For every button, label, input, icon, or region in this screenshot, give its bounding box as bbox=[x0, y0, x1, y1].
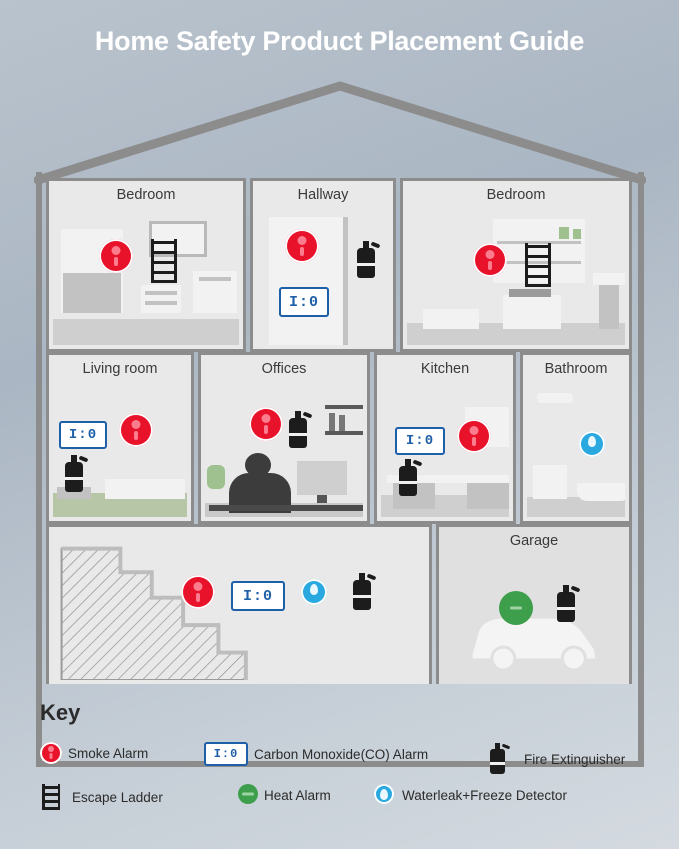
smoke-alarm-icon bbox=[473, 243, 507, 277]
carbon-monoxide-alarm-icon: I:0 bbox=[279, 287, 329, 317]
key-item-label: Heat Alarm bbox=[264, 787, 331, 803]
room-scene bbox=[257, 213, 389, 345]
fire-extinguisher-icon bbox=[287, 409, 313, 453]
room-bedroom-left bbox=[46, 178, 246, 352]
fire-extinguisher-icon bbox=[355, 239, 381, 281]
room-scene bbox=[53, 531, 425, 680]
room-label: Bedroom bbox=[116, 187, 176, 203]
car bbox=[443, 588, 625, 680]
room-bathroom bbox=[520, 352, 632, 524]
room-basement bbox=[46, 524, 432, 684]
house-diagram bbox=[34, 80, 646, 692]
room-label: Offices bbox=[261, 361, 307, 377]
carbon-monoxide-alarm-icon: I:0 bbox=[59, 421, 107, 449]
room-scene bbox=[381, 387, 509, 517]
escape-ladder-icon bbox=[525, 243, 551, 287]
key-item-heat-alarm bbox=[238, 784, 331, 806]
room-label: Bathroom bbox=[544, 361, 608, 377]
escape-ladder-icon bbox=[151, 239, 177, 283]
smoke-alarm-icon bbox=[119, 413, 153, 447]
escape-ladder-icon bbox=[42, 784, 60, 810]
fire-extinguisher-icon bbox=[488, 742, 512, 776]
fire-extinguisher-icon bbox=[63, 453, 89, 495]
key-item-carbon-monoxide-alarm bbox=[204, 742, 428, 766]
smoke-alarm-icon bbox=[285, 229, 319, 263]
roof bbox=[34, 80, 646, 185]
waterleak-freeze-detector-icon bbox=[301, 579, 327, 605]
room-living-room bbox=[46, 352, 194, 524]
page-title: Home Safety Product Placement Guide bbox=[94, 26, 585, 56]
key-item-label: Fire Extinguisher bbox=[524, 751, 626, 767]
key-legend bbox=[40, 700, 640, 805]
key-item-fire-extinguisher bbox=[488, 742, 625, 776]
room-scene bbox=[53, 387, 187, 517]
room-scene bbox=[443, 559, 625, 680]
smoke-alarm-icon bbox=[181, 575, 215, 609]
key-item-waterleak-freeze-detector bbox=[374, 784, 567, 806]
key-title: Key bbox=[40, 700, 81, 725]
room-label: Living room bbox=[82, 361, 158, 377]
fire-extinguisher-icon bbox=[555, 583, 583, 629]
carbon-monoxide-alarm-icon: I:0 bbox=[204, 742, 248, 766]
room-label: Hallway bbox=[297, 187, 349, 203]
room-kitchen bbox=[374, 352, 516, 524]
heat-alarm-icon bbox=[499, 591, 533, 625]
smoke-alarm-icon bbox=[40, 742, 62, 764]
room-scene bbox=[527, 387, 625, 517]
key-item-escape-ladder bbox=[40, 784, 163, 810]
key-item-label: Carbon Monoxide(CO) Alarm bbox=[254, 746, 429, 762]
room-bedroom-right bbox=[400, 178, 632, 352]
heat-alarm-icon bbox=[238, 784, 258, 804]
smoke-alarm-icon bbox=[457, 419, 491, 453]
key-item-label: Waterleak+Freeze Detector bbox=[402, 787, 567, 803]
room-scene bbox=[53, 213, 239, 345]
room-garage bbox=[436, 524, 632, 684]
room-label: Bedroom bbox=[486, 187, 546, 203]
room-offices bbox=[198, 352, 370, 524]
waterleak-freeze-detector-icon bbox=[374, 784, 394, 804]
room-hallway bbox=[250, 178, 396, 352]
fire-extinguisher-icon bbox=[397, 457, 423, 501]
key-item-label: Escape Ladder bbox=[72, 789, 163, 805]
carbon-monoxide-alarm-icon: I:0 bbox=[231, 581, 285, 611]
fire-extinguisher-icon bbox=[351, 571, 379, 617]
room-scene bbox=[205, 387, 363, 517]
key-item-smoke-alarm bbox=[40, 742, 148, 764]
room-scene bbox=[407, 213, 625, 345]
key-item-label: Smoke Alarm bbox=[68, 745, 149, 761]
waterleak-freeze-detector-icon bbox=[579, 431, 605, 457]
smoke-alarm-icon bbox=[249, 407, 283, 441]
room-label: Kitchen bbox=[420, 361, 470, 377]
carbon-monoxide-alarm-icon: I:0 bbox=[395, 427, 445, 455]
room-label: Garage bbox=[509, 533, 559, 549]
smoke-alarm-icon bbox=[99, 239, 133, 273]
